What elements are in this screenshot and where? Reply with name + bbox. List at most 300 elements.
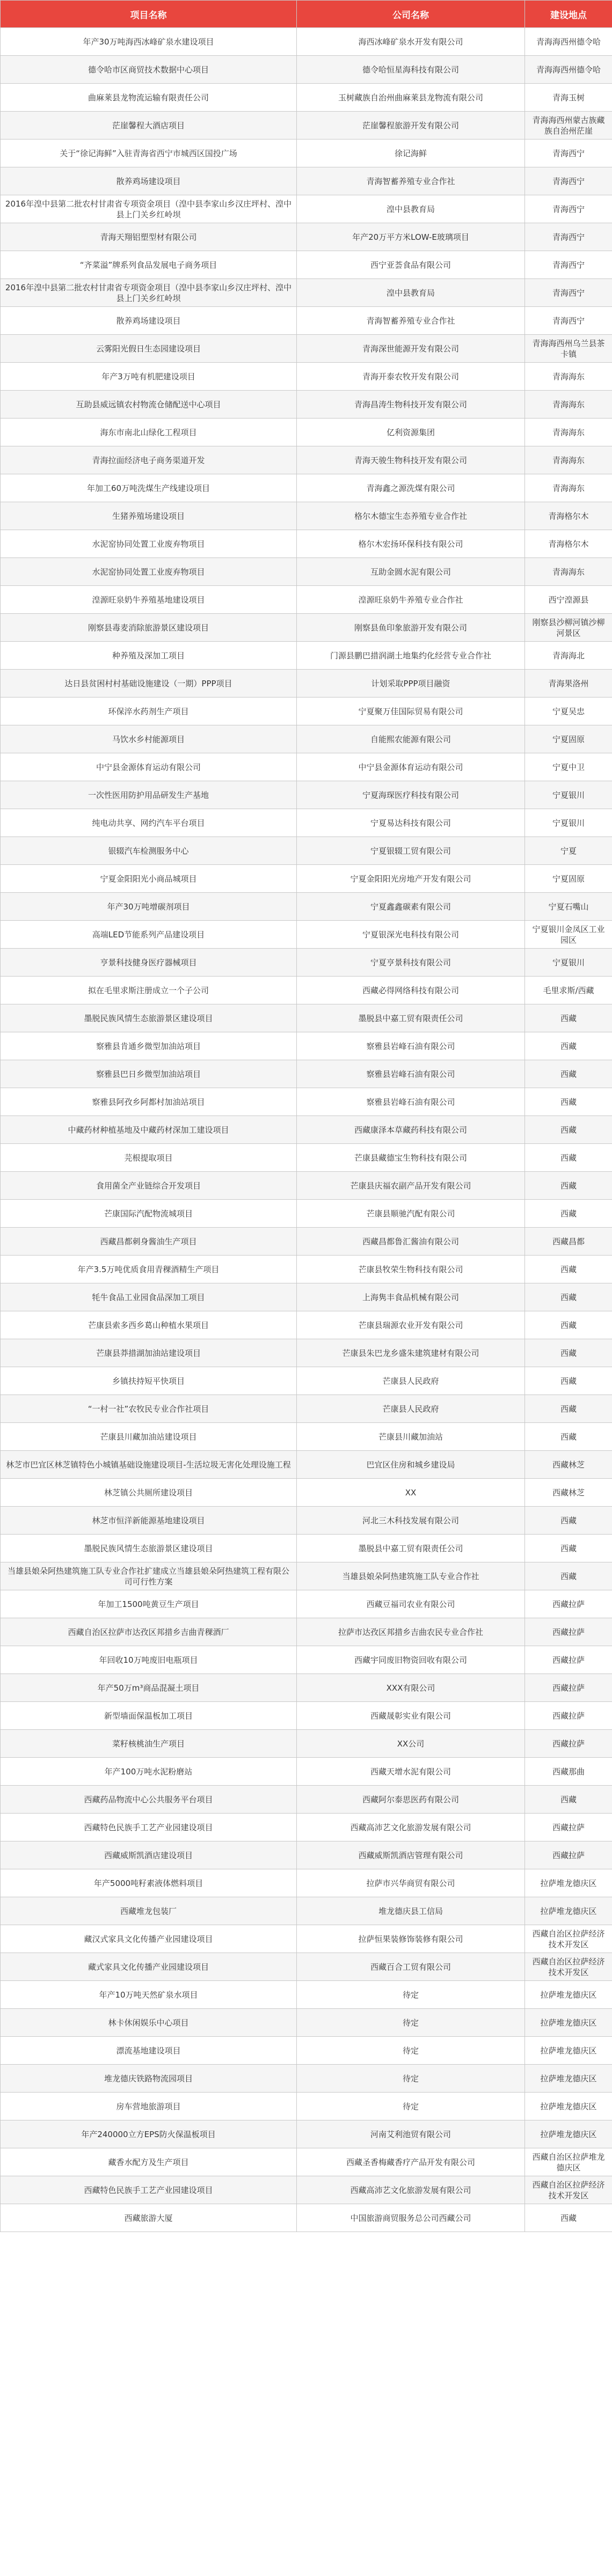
- table-row: [1, 1116, 612, 1144]
- project-name-cell: 茫崖馨程大酒店项目: [1, 112, 297, 140]
- location-cell: 西藏拉萨: [525, 1841, 612, 1869]
- location-cell: 宁夏石嘴山: [525, 893, 612, 921]
- project-name-cell: 西藏自治区拉萨市达孜区邦措乡吉曲青稞酒厂: [1, 1618, 297, 1646]
- company-name-cell: 西藏晟彰实业有限公司: [297, 1702, 525, 1730]
- company-name-cell: 芒康县人民政府: [297, 1367, 525, 1395]
- project-name-cell: 马饮水乡村能源项目: [1, 725, 297, 753]
- company-name-cell: 宁夏海琛医疗科技有限公司: [297, 781, 525, 809]
- location-cell: 青海果洛州: [525, 670, 612, 698]
- table-row: [1, 837, 612, 865]
- table-row: [1, 670, 612, 698]
- company-name-cell: 待定: [297, 2093, 525, 2120]
- location-cell: 西藏: [525, 1367, 612, 1395]
- table-row: [1, 2176, 612, 2204]
- location-cell: 宁夏吴忠: [525, 698, 612, 725]
- company-name-cell: 海西冰峰矿泉水开发有限公司: [297, 28, 525, 56]
- project-name-cell: 达日县贫困村村基础设施建设（一期）PPP项目: [1, 670, 297, 698]
- table-row: [1, 586, 612, 614]
- table-row: [1, 725, 612, 753]
- project-name-cell: “齐菜溢”牌系列食品发展电子商务项目: [1, 251, 297, 279]
- table-row: [1, 949, 612, 977]
- table-row: [1, 921, 612, 949]
- project-name-cell: 西藏昌都刺身酱油生产项目: [1, 1228, 297, 1256]
- table-row: [1, 1897, 612, 1925]
- project-name-cell: 当雄县娘朵阿热建筑施工队专业合作社扩建成立当雄县娘朵阿热建筑工程有限公司可行性方案: [1, 1562, 297, 1590]
- project-name-cell: 察雅县巴日乡微型加油站项目: [1, 1060, 297, 1088]
- location-cell: 刚察县沙柳河镇沙柳河景区: [525, 614, 612, 642]
- table-row: [1, 1228, 612, 1256]
- project-name-cell: 芒康县索多西乡葛山种植水果项目: [1, 1311, 297, 1339]
- project-name-cell: 菜籽核桃油生产项目: [1, 1730, 297, 1758]
- project-name-cell: 西藏药品物流中心公共服务平台项目: [1, 1786, 297, 1814]
- project-name-cell: 2016年湟中县第二批农村甘肃省专项资金项目（湟中县李家山乡汉庄坪村、湟中县上门关乡红岭坝: [1, 279, 297, 307]
- location-cell: 宁夏银川: [525, 781, 612, 809]
- location-cell: 西藏: [525, 1200, 612, 1228]
- location-cell: 青海西宁: [525, 279, 612, 307]
- project-name-cell: 年产50万m³商品混凝土项目: [1, 1674, 297, 1702]
- table-body: [1, 28, 612, 2232]
- location-cell: 青海西宁: [525, 195, 612, 223]
- table-row: [1, 781, 612, 809]
- table-row: [1, 167, 612, 195]
- table-row: [1, 2120, 612, 2148]
- company-name-cell: 待定: [297, 2065, 525, 2093]
- company-name-cell: 拉萨恒果装修饰装修有限公司: [297, 1925, 525, 1953]
- location-cell: 西藏林芝: [525, 1479, 612, 1507]
- table-row: [1, 1618, 612, 1646]
- location-cell: 拉萨堆龙德庆区: [525, 2120, 612, 2148]
- project-name-cell: 林芝镇公共厕所建设项目: [1, 1479, 297, 1507]
- location-cell: 西藏自治区拉萨堆龙德庆区: [525, 2148, 612, 2176]
- project-name-cell: 牦牛食品工业园食品深加工项目: [1, 1283, 297, 1311]
- company-name-cell: 徐记海鲜: [297, 140, 525, 167]
- table-row: [1, 1590, 612, 1618]
- project-name-cell: 互助县威远镇农村物流仓储配送中心项目: [1, 391, 297, 419]
- project-name-cell: 林芝市巴宜区林芝镇特色小城镇基础设施建设项目-生活垃圾无害化处理设施工程: [1, 1451, 297, 1479]
- project-name-cell: 察雅县阿孜乡阿都村加油站项目: [1, 1088, 297, 1116]
- company-name-cell: 格尔木德宝生态养殖专业合作社: [297, 502, 525, 530]
- company-name-cell: XX公司: [297, 1730, 525, 1758]
- project-name-cell: 高端LED节能系列产品建设项目: [1, 921, 297, 949]
- location-cell: 青海西宁: [525, 140, 612, 167]
- company-name-cell: XXX有限公司: [297, 1674, 525, 1702]
- location-cell: 西藏林芝: [525, 1451, 612, 1479]
- location-cell: 拉萨堆龙德庆区: [525, 1869, 612, 1897]
- table-row: [1, 112, 612, 140]
- table-row: [1, 1088, 612, 1116]
- location-cell: 宁夏银川: [525, 949, 612, 977]
- table-row: [1, 1953, 612, 1981]
- company-name-cell: 西藏圣香梅藏香疗产品开发有限公司: [297, 2148, 525, 2176]
- company-name-cell: 河北三木科技发展有限公司: [297, 1507, 525, 1535]
- company-name-cell: 互助金圆水泥有限公司: [297, 558, 525, 586]
- table-row: [1, 1283, 612, 1311]
- project-name-cell: 食用菌全产业链综合开发项目: [1, 1172, 297, 1200]
- location-cell: 青海海西州乌兰县茶卡镇: [525, 335, 612, 363]
- table-row: [1, 1144, 612, 1172]
- table-row: [1, 1423, 612, 1451]
- company-name-cell: 芒康县朱巴龙乡盛朱建筑建材有限公司: [297, 1339, 525, 1367]
- table-row: [1, 1507, 612, 1535]
- company-name-cell: 刚察县鱼印象旅游开发有限公司: [297, 614, 525, 642]
- project-name-cell: 德令哈市区商贸技术数据中心项目: [1, 56, 297, 84]
- company-name-cell: 湟中县教育局: [297, 195, 525, 223]
- location-cell: 西藏: [525, 1507, 612, 1535]
- project-name-cell: 云雾阳光假日生态园建设项目: [1, 335, 297, 363]
- project-name-cell: 乡镇扶持短平快项目: [1, 1367, 297, 1395]
- table-row: [1, 1841, 612, 1869]
- project-name-cell: 西藏特色民族手工艺产业园建设项目: [1, 2176, 297, 2204]
- project-name-cell: 年产3万吨有机肥建设项目: [1, 363, 297, 391]
- project-name-cell: 青海天翔铝塑型材有限公司: [1, 223, 297, 251]
- location-cell: 西藏: [525, 1339, 612, 1367]
- project-name-cell: 堆龙德庆铁路物流园项目: [1, 2065, 297, 2093]
- table-row: [1, 28, 612, 56]
- location-cell: 西藏那曲: [525, 1758, 612, 1786]
- company-name-cell: 上海隽丰食品机械有限公司: [297, 1283, 525, 1311]
- project-name-cell: 年产3.5万吨优质食用青稞酒精生产项目: [1, 1256, 297, 1283]
- company-name-cell: 察雅县岩峰石油有限公司: [297, 1060, 525, 1088]
- location-cell: 青海西宁: [525, 223, 612, 251]
- location-cell: 拉萨堆龙德庆区: [525, 1981, 612, 2009]
- company-name-cell: 青海昌涛生物科技开发有限公司: [297, 391, 525, 419]
- table-row: [1, 1172, 612, 1200]
- location-cell: 西藏自治区拉萨经济技术开发区: [525, 2176, 612, 2204]
- project-name-cell: 拟在毛里求斯注册成立一个子公司: [1, 977, 297, 1004]
- table-row: [1, 558, 612, 586]
- location-cell: 西藏: [525, 1088, 612, 1116]
- project-name-cell: 藏汉式家具文化传播产业园建设项目: [1, 1925, 297, 1953]
- project-name-cell: 年产30万吨海西冰峰矿泉水建设项目: [1, 28, 297, 56]
- company-name-cell: 宁夏金阳阳光房地产开发有限公司: [297, 865, 525, 893]
- location-cell: 青海海东: [525, 474, 612, 502]
- project-name-cell: 年产10万吨天然矿泉水项目: [1, 1981, 297, 2009]
- company-name-cell: 墨脱县中嘉工贸有限责任公司: [297, 1535, 525, 1562]
- project-name-cell: 藏香水配方及生产项目: [1, 2148, 297, 2176]
- company-name-cell: 待定: [297, 2009, 525, 2037]
- company-name-cell: 芒康县牧荣生物科技有限公司: [297, 1256, 525, 1283]
- project-name-cell: 年产30万吨增碳剂项目: [1, 893, 297, 921]
- project-name-cell: 亨景科技健身医疗器械项目: [1, 949, 297, 977]
- company-name-cell: 青海智蓄养殖专业合作社: [297, 307, 525, 335]
- project-name-cell: 芒康国际汽配物流城项目: [1, 1200, 297, 1228]
- location-cell: 西藏拉萨: [525, 1674, 612, 1702]
- project-name-cell: 曲麻莱县龙物流运输有限责任公司: [1, 84, 297, 112]
- company-name-cell: 西藏阿尔泰思医药有限公司: [297, 1786, 525, 1814]
- location-cell: 西藏: [525, 2204, 612, 2232]
- location-cell: 西藏: [525, 1535, 612, 1562]
- company-name-cell: 中国旅游商贸服务总公司西藏公司: [297, 2204, 525, 2232]
- company-name-cell: 待定: [297, 1981, 525, 2009]
- location-cell: 西藏: [525, 1283, 612, 1311]
- table-row: [1, 1646, 612, 1674]
- company-name-cell: 自能熙农能源有限公司: [297, 725, 525, 753]
- company-name-cell: 宁夏亨景科技有限公司: [297, 949, 525, 977]
- company-name-cell: 西藏高沛艺文化旅游发展有限公司: [297, 2176, 525, 2204]
- location-cell: 西藏自治区拉萨经济技术开发区: [525, 1953, 612, 1981]
- company-name-cell: 拉萨市达孜区邦措乡吉曲农民专业合作社: [297, 1618, 525, 1646]
- project-name-cell: 年加工1500吨黄豆生产项目: [1, 1590, 297, 1618]
- table-row: [1, 391, 612, 419]
- location-cell: 青海西宁: [525, 307, 612, 335]
- company-name-cell: 当雄县娘朵阿热建筑施工队专业合作社: [297, 1562, 525, 1590]
- project-name-cell: 生猪养殖场建设项目: [1, 502, 297, 530]
- table-row: [1, 1479, 612, 1507]
- table-row: [1, 84, 612, 112]
- company-name-cell: 西藏昌都鲁汇酱油有限公司: [297, 1228, 525, 1256]
- company-name-cell: 西藏高沛艺文化旅游发展有限公司: [297, 1814, 525, 1841]
- company-name-cell: 宁夏银深光电科技有限公司: [297, 921, 525, 949]
- location-cell: 西藏: [525, 1395, 612, 1423]
- table-row: [1, 419, 612, 446]
- table-row: [1, 865, 612, 893]
- company-name-cell: 宁夏易达科技有限公司: [297, 809, 525, 837]
- table-row: [1, 1200, 612, 1228]
- company-name-cell: 湟中县教育局: [297, 279, 525, 307]
- company-name-cell: 西宁亚荟食品有限公司: [297, 251, 525, 279]
- location-cell: 青海海东: [525, 363, 612, 391]
- project-name-cell: 宁夏金阳阳光小商品城项目: [1, 865, 297, 893]
- location-cell: 青海西宁: [525, 251, 612, 279]
- table-row: [1, 1060, 612, 1088]
- location-cell: 西藏拉萨: [525, 1814, 612, 1841]
- project-name-cell: 青海拉面经济电子商务渠道开发: [1, 446, 297, 474]
- company-name-cell: 西藏宇同废旧物资回收有限公司: [297, 1646, 525, 1674]
- table-row: [1, 1535, 612, 1562]
- table-row: [1, 1562, 612, 1590]
- project-name-cell: 新型墙面保温板加工项目: [1, 1702, 297, 1730]
- location-cell: 西藏: [525, 1060, 612, 1088]
- company-name-cell: 墨脱县中嘉工贸有限责任公司: [297, 1004, 525, 1032]
- company-name-cell: 待定: [297, 2037, 525, 2065]
- table-row: [1, 2093, 612, 2120]
- table-row: [1, 1786, 612, 1814]
- project-name-cell: 西藏威斯凯酒店建设项目: [1, 1841, 297, 1869]
- location-cell: 西藏: [525, 1116, 612, 1144]
- location-cell: 西藏: [525, 1256, 612, 1283]
- table-row: [1, 1758, 612, 1786]
- company-name-cell: 巴宜区住房和城乡建设局: [297, 1451, 525, 1479]
- location-cell: 西藏: [525, 1786, 612, 1814]
- location-cell: 西藏拉萨: [525, 1590, 612, 1618]
- location-cell: 拉萨堆龙德庆区: [525, 2009, 612, 2037]
- company-name-cell: 拉萨市兴华商贸有限公司: [297, 1869, 525, 1897]
- location-cell: 西藏: [525, 1032, 612, 1060]
- company-name-cell: 西藏百合工贸有限公司: [297, 1953, 525, 1981]
- table-header: [1, 1, 612, 28]
- table-row: [1, 1367, 612, 1395]
- table-row: [1, 698, 612, 725]
- project-name-cell: 西藏堆龙包装厂: [1, 1897, 297, 1925]
- company-name-cell: 宁夏鑫鑫碳素有限公司: [297, 893, 525, 921]
- location-cell: 拉萨堆龙德庆区: [525, 2093, 612, 2120]
- table-row: [1, 56, 612, 84]
- location-cell: 西藏拉萨: [525, 1702, 612, 1730]
- location-cell: 青海海西州蒙古族藏族自治州茫崖: [525, 112, 612, 140]
- location-cell: 西藏拉萨: [525, 1730, 612, 1758]
- table-row: [1, 1702, 612, 1730]
- project-name-cell: 芫根提取项目: [1, 1144, 297, 1172]
- company-name-cell: 中宁县金源体育运动有限公司: [297, 753, 525, 781]
- header-row: [1, 1, 612, 28]
- project-name-cell: 林卡休闲娱乐中心项目: [1, 2009, 297, 2037]
- table-row: [1, 2009, 612, 2037]
- location-cell: 拉萨堆龙德庆区: [525, 2037, 612, 2065]
- location-cell: 西藏: [525, 1172, 612, 1200]
- project-name-cell: 察雅县肯通乡微型加油站项目: [1, 1032, 297, 1060]
- location-cell: 宁夏固原: [525, 725, 612, 753]
- table-row: [1, 140, 612, 167]
- project-name-cell: 水泥窑协同处置工业废弃物项目: [1, 558, 297, 586]
- table-row: [1, 893, 612, 921]
- table-row: [1, 446, 612, 474]
- table-row: [1, 1730, 612, 1758]
- table-row: [1, 1814, 612, 1841]
- location-cell: 青海海东: [525, 446, 612, 474]
- project-name-cell: 年加工60万吨洗煤生产线建设项目: [1, 474, 297, 502]
- project-name-cell: 银辍汽车检测服务中心: [1, 837, 297, 865]
- project-name-cell: 种养殖及深加工项目: [1, 642, 297, 670]
- location-cell: 拉萨堆龙德庆区: [525, 1897, 612, 1925]
- project-name-cell: 年产240000立方EPS防火保温板项目: [1, 2120, 297, 2148]
- project-name-cell: 芒康县莽措湖加油站建设项目: [1, 1339, 297, 1367]
- table-row: [1, 809, 612, 837]
- company-name-cell: 西藏康泽本草藏药科技有限公司: [297, 1116, 525, 1144]
- project-name-cell: 中藏药材种植基地及中藏药材深加工建设项目: [1, 1116, 297, 1144]
- project-name-cell: 年产5000吨籽素液体燃料项目: [1, 1869, 297, 1897]
- table-row: [1, 223, 612, 251]
- company-name-cell: 青海开泰农牧开发有限公司: [297, 363, 525, 391]
- table-row: [1, 1256, 612, 1283]
- table-row: [1, 335, 612, 363]
- header-company-name: 公司名称: [297, 1, 525, 28]
- table-row: [1, 2148, 612, 2176]
- table-row: [1, 2204, 612, 2232]
- table-row: [1, 1004, 612, 1032]
- project-name-cell: 环保淬水药剂生产项目: [1, 698, 297, 725]
- project-name-cell: 芒康县川藏加油站建设项目: [1, 1423, 297, 1451]
- location-cell: 西藏: [525, 1004, 612, 1032]
- company-name-cell: 玉树藏族自治州曲麻莱县龙物流有限公司: [297, 84, 525, 112]
- location-cell: 宁夏中卫: [525, 753, 612, 781]
- company-name-cell: 宁夏聚万佳国际贸易有限公司: [297, 698, 525, 725]
- table-row: [1, 614, 612, 642]
- table-row: [1, 1032, 612, 1060]
- company-name-cell: 察雅县岩峰石油有限公司: [297, 1088, 525, 1116]
- project-name-cell: 湟源旺泉奶牛养殖基地建设项目: [1, 586, 297, 614]
- company-name-cell: 西藏威斯凯酒店管理有限公司: [297, 1841, 525, 1869]
- location-cell: 青海玉树: [525, 84, 612, 112]
- location-cell: 西藏自治区拉萨经济技术开发区: [525, 1925, 612, 1953]
- company-name-cell: 察雅县岩峰石油有限公司: [297, 1032, 525, 1060]
- company-name-cell: 青海智蓄养殖专业合作社: [297, 167, 525, 195]
- location-cell: 青海格尔木: [525, 502, 612, 530]
- project-name-cell: 墨脱民族风情生态旅游景区建设项目: [1, 1004, 297, 1032]
- company-name-cell: 茫崖馨程旅游开发有限公司: [297, 112, 525, 140]
- company-name-cell: 亿利资源集团: [297, 419, 525, 446]
- table-row: [1, 195, 612, 223]
- company-name-cell: 宁夏银辍工贸有限公司: [297, 837, 525, 865]
- company-name-cell: 德令哈恒星海科技有限公司: [297, 56, 525, 84]
- project-name-cell: 中宁县金源体育运动有限公司: [1, 753, 297, 781]
- company-name-cell: 西藏必得网络科技有限公司: [297, 977, 525, 1004]
- company-name-cell: 计划采取PPP项目融资: [297, 670, 525, 698]
- table-row: [1, 977, 612, 1004]
- table-row: [1, 307, 612, 335]
- company-name-cell: 芒康县人民政府: [297, 1395, 525, 1423]
- location-cell: 西藏拉萨: [525, 1618, 612, 1646]
- table-row: [1, 1674, 612, 1702]
- location-cell: 宁夏银川金凤区工业园区: [525, 921, 612, 949]
- project-name-cell: 纯电动共享、网约汽车平台项目: [1, 809, 297, 837]
- project-name-cell: 刚察县毒麦消除旅游景区建设项目: [1, 614, 297, 642]
- table-row: [1, 1869, 612, 1897]
- project-name-cell: 散养鸡场建设项目: [1, 307, 297, 335]
- company-name-cell: 河南艾利池贸有限公司: [297, 2120, 525, 2148]
- company-name-cell: 青海鑫之源洗煤有限公司: [297, 474, 525, 502]
- project-name-cell: “一村一社”农牧民专业合作社项目: [1, 1395, 297, 1423]
- project-name-cell: 林芝市恒洋新能源基地建设项目: [1, 1507, 297, 1535]
- location-cell: 西藏: [525, 1144, 612, 1172]
- location-cell: 拉萨堆龙德庆区: [525, 2065, 612, 2093]
- location-cell: 青海海东: [525, 558, 612, 586]
- table-row: [1, 2037, 612, 2065]
- table-row: [1, 2065, 612, 2093]
- company-name-cell: 湟源旺泉奶牛养殖专业合作社: [297, 586, 525, 614]
- table-row: [1, 251, 612, 279]
- location-cell: 青海海东: [525, 391, 612, 419]
- table-row: [1, 1451, 612, 1479]
- table-row: [1, 1311, 612, 1339]
- location-cell: 西藏昌都: [525, 1228, 612, 1256]
- table-row: [1, 530, 612, 558]
- location-cell: 宁夏: [525, 837, 612, 865]
- company-name-cell: 格尔木宏扬环保科技有限公司: [297, 530, 525, 558]
- table-row: [1, 1981, 612, 2009]
- table-row: [1, 363, 612, 391]
- company-name-cell: 芒康县顺驰汽配有限公司: [297, 1200, 525, 1228]
- location-cell: 西藏拉萨: [525, 1646, 612, 1674]
- project-name-cell: 水泥窑协同处置工业废弃物项目: [1, 530, 297, 558]
- table-row: [1, 279, 612, 307]
- project-name-cell: 海东市南北山绿化工程项目: [1, 419, 297, 446]
- location-cell: 青海海西州德令哈: [525, 56, 612, 84]
- table-row: [1, 474, 612, 502]
- company-name-cell: 青海深世能源开发有限公司: [297, 335, 525, 363]
- location-cell: 青海西宁: [525, 167, 612, 195]
- location-cell: 西藏: [525, 1562, 612, 1590]
- company-name-cell: 堆龙德庆县工信局: [297, 1897, 525, 1925]
- project-name-cell: 2016年湟中县第二批农村甘肃省专项资金项目（湟中县李家山乡汉庄坪村、湟中县上门关乡红岭坝: [1, 195, 297, 223]
- table-row: [1, 1925, 612, 1953]
- table-row: [1, 1395, 612, 1423]
- location-cell: 西宁湟源县: [525, 586, 612, 614]
- company-name-cell: 门源县鹏巴措润湖土地集约化经营专业合作社: [297, 642, 525, 670]
- table-row: [1, 753, 612, 781]
- location-cell: 青海格尔木: [525, 530, 612, 558]
- header-location: 建设地点: [525, 1, 612, 28]
- project-name-cell: 西藏特色民族手工艺产业园建设项目: [1, 1814, 297, 1841]
- company-name-cell: 芒康县庆福农副产品开发有限公司: [297, 1172, 525, 1200]
- project-name-cell: 散养鸡场建设项目: [1, 167, 297, 195]
- location-cell: 西藏: [525, 1311, 612, 1339]
- location-cell: 宁夏银川: [525, 809, 612, 837]
- location-cell: 青海海北: [525, 642, 612, 670]
- project-name-cell: 漂流基地建设项目: [1, 2037, 297, 2065]
- project-name-cell: 一次性医用防护用品研发生产基地: [1, 781, 297, 809]
- project-name-cell: 房车营地旅游项目: [1, 2093, 297, 2120]
- project-name-cell: 墨脱民族风情生态旅游景区建设项目: [1, 1535, 297, 1562]
